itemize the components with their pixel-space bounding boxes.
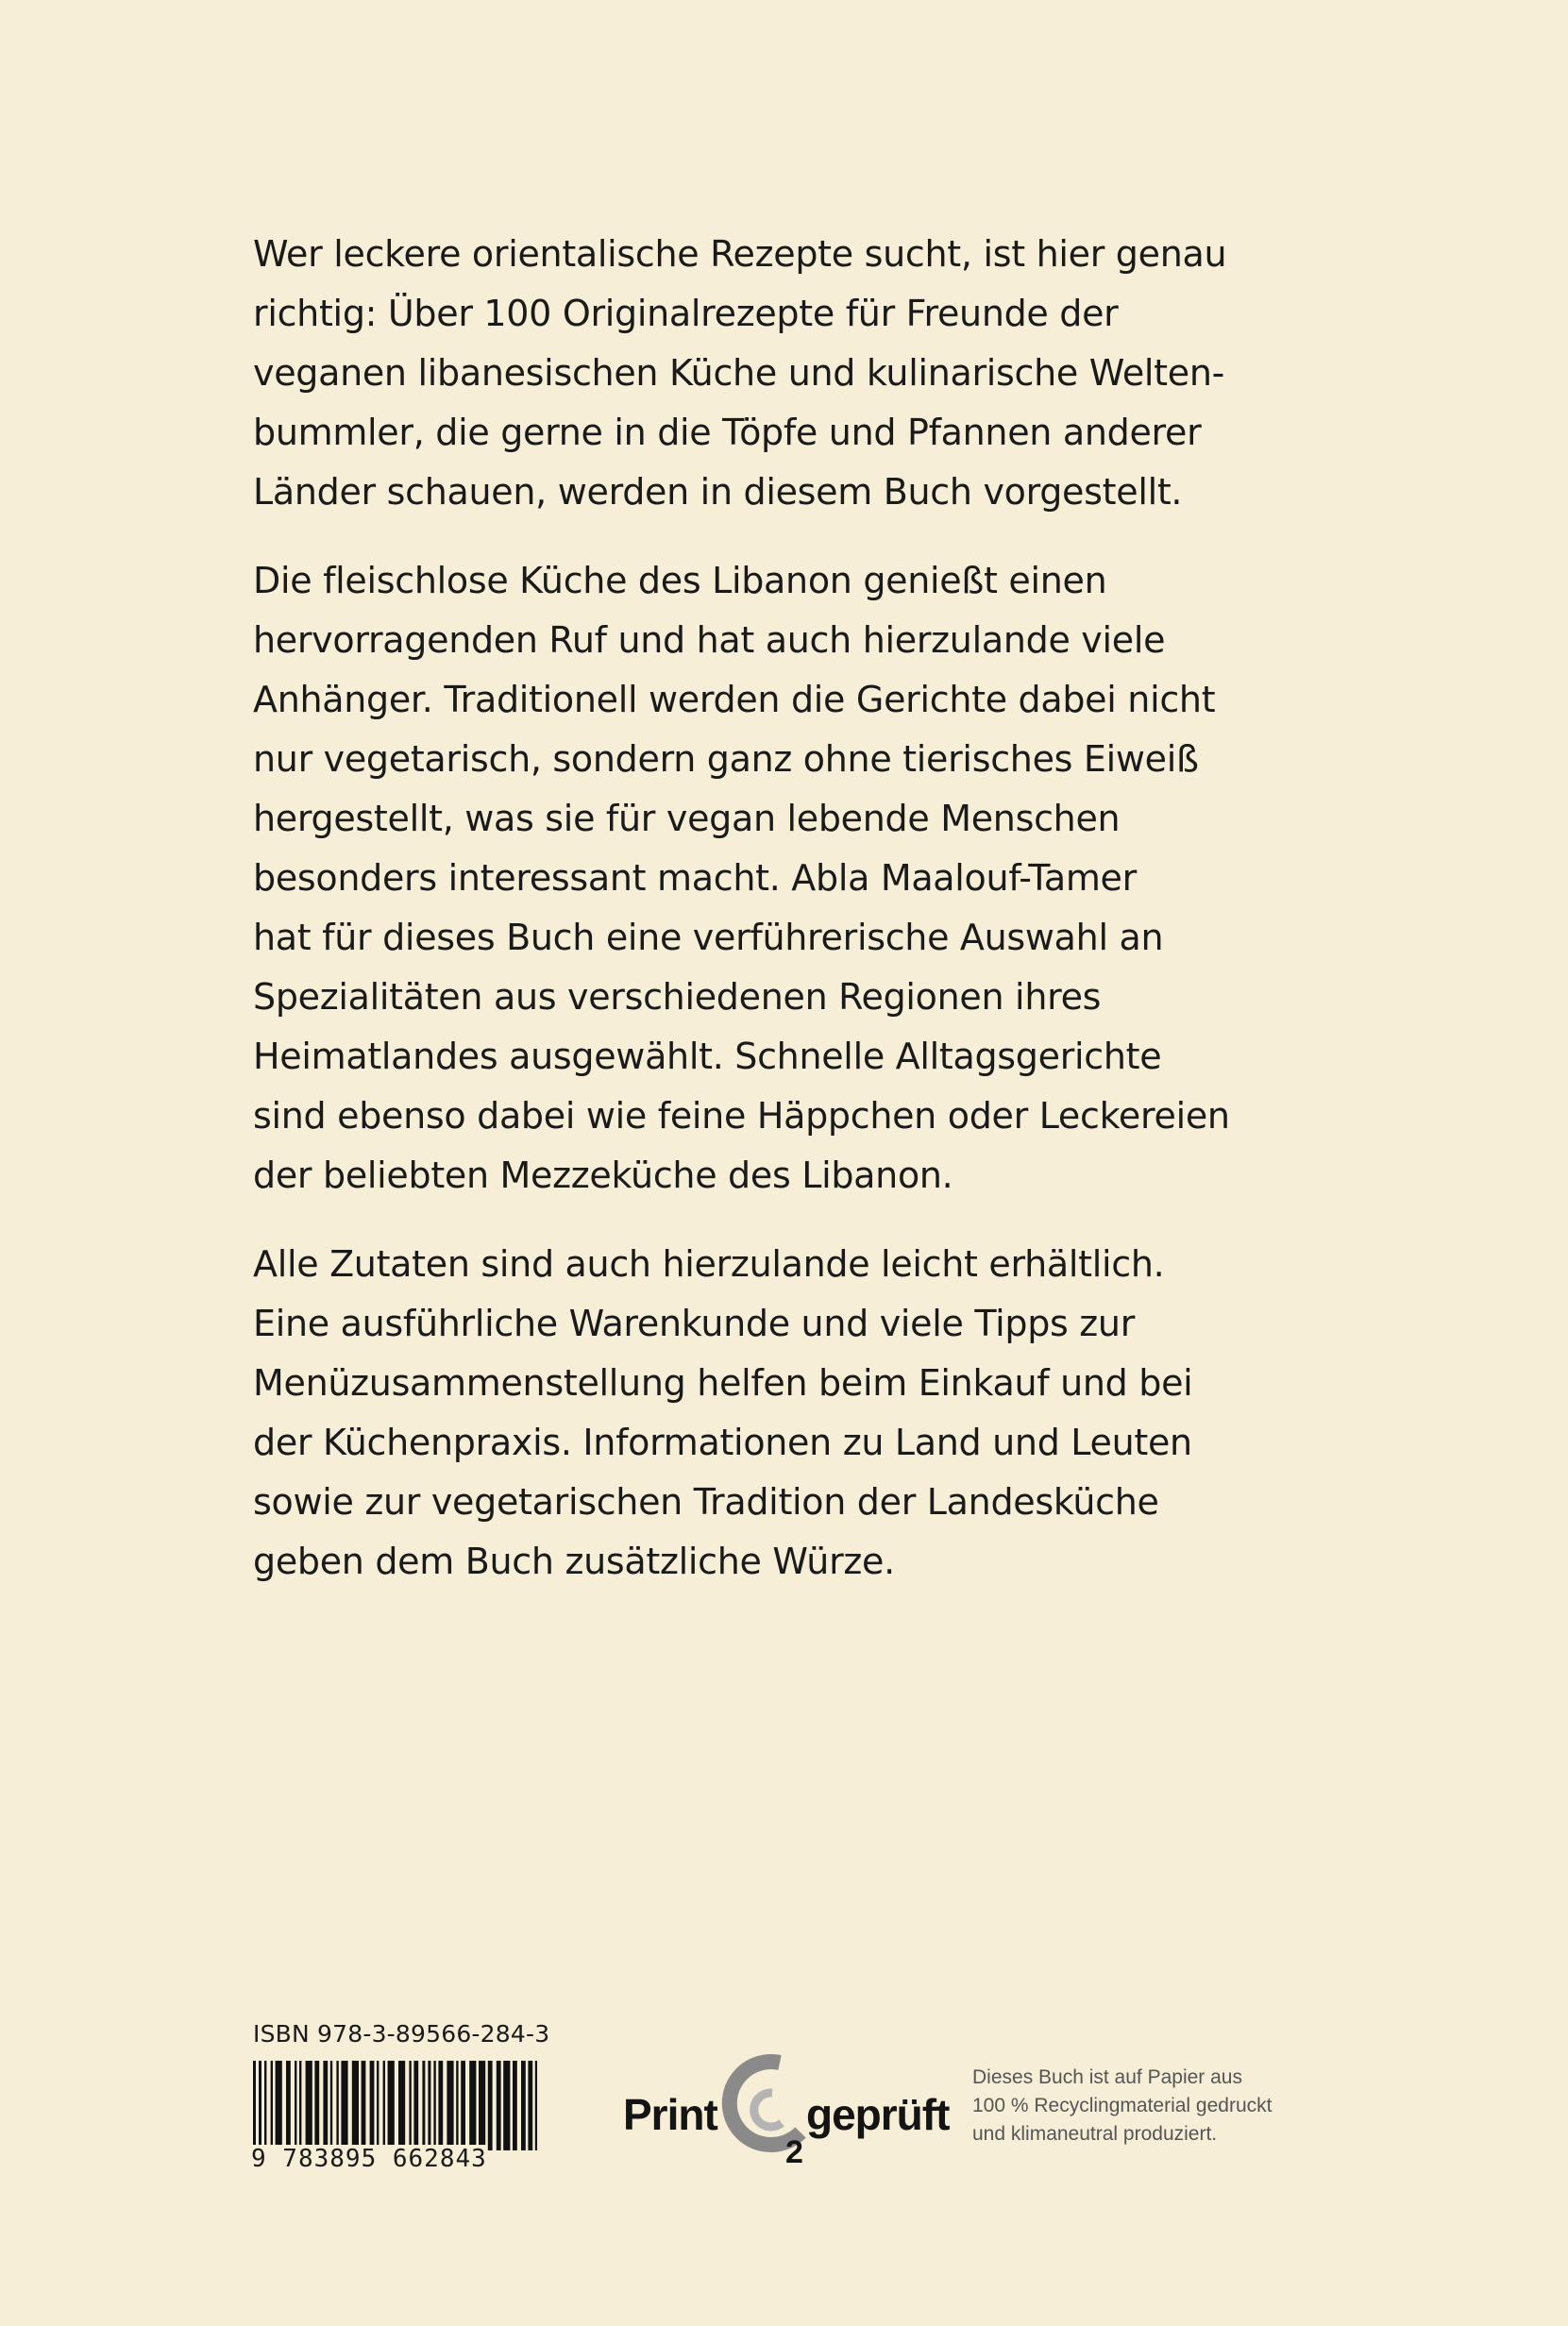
blurb-line: Länder schauen, werden in diesem Buch vorgestellt. bbox=[253, 471, 1183, 513]
barcode-bar bbox=[497, 2061, 501, 2150]
barcode-bar bbox=[271, 2061, 273, 2150]
logo-word-print: Print bbox=[623, 2090, 717, 2139]
barcode-bar bbox=[438, 2061, 443, 2150]
blurb-line: besonders interessant macht. Abla Maalouf-Tamer bbox=[253, 857, 1137, 899]
barcode-bar bbox=[488, 2061, 493, 2150]
barcode-bar bbox=[479, 2061, 485, 2150]
blurb-line: der beliebten Mezzeküche des Libanon. bbox=[253, 1155, 953, 1196]
blurb-line: sowie zur vegetarischen Tradition der Landesküche bbox=[253, 1481, 1159, 1523]
barcode-bar bbox=[323, 2061, 328, 2150]
barcode-digits: 9 783895 662843 bbox=[251, 2145, 487, 2173]
barcode-bar bbox=[456, 2061, 458, 2150]
blurb-line: Alle Zutaten sind auch hierzulande leicht erhältlich. bbox=[253, 1243, 1165, 1285]
barcode-bar bbox=[276, 2061, 282, 2150]
barcode-bar bbox=[295, 2061, 296, 2150]
barcode-bar bbox=[352, 2061, 359, 2150]
blurb-paragraph-1 bbox=[253, 225, 1310, 522]
blurb-line: hervorragenden Ruf und hat auch hierzulande viele bbox=[253, 619, 1166, 661]
recycling-note-line: 100 % Recyclingmaterial gedruckt bbox=[972, 2095, 1273, 2116]
blurb-paragraph-2 bbox=[253, 551, 1310, 1205]
barcode-bar bbox=[388, 2061, 395, 2150]
barcode-bar bbox=[383, 2061, 385, 2150]
blurb-line: veganen libanesischen Küche und kulinarische Welten- bbox=[253, 352, 1225, 394]
blurb-line: sind ebenso dabei wie feine Häppchen oder Leckereien bbox=[253, 1095, 1230, 1137]
barcode-bar bbox=[447, 2061, 453, 2150]
logo-word-geprueft: geprüft bbox=[806, 2090, 950, 2139]
blurb-line: der Küchenpraxis. Informationen zu Land und Leuten bbox=[253, 1422, 1192, 1463]
co2-ring-icon bbox=[714, 2051, 818, 2174]
blurb-line: Menüzusammenstellung helfen beim Einkauf und bei bbox=[253, 1362, 1193, 1404]
blurb-line: Eine ausführliche Warenkunde und viele Tipps zur bbox=[253, 1303, 1136, 1344]
barcode-bar bbox=[264, 2061, 266, 2150]
blurb-line: Wer leckere orientalische Rezepte sucht, ist hier genau bbox=[253, 233, 1227, 275]
blurb-line: geben dem Buch zusätzliche Würze. bbox=[253, 1541, 895, 1582]
barcode-bar bbox=[433, 2061, 435, 2150]
barcode-bar bbox=[314, 2061, 319, 2150]
blurb-line: Die fleischlose Küche des Libanon genießt einen bbox=[253, 560, 1107, 601]
svg-text:2: 2 bbox=[785, 2134, 803, 2170]
recycling-note-line: und klimaneutral produziert. bbox=[972, 2123, 1218, 2145]
blurb-line: Anhänger. Traditionell werden die Gerichte dabei nicht bbox=[253, 679, 1216, 720]
barcode-bar bbox=[306, 2061, 312, 2150]
barcode-bar bbox=[469, 2061, 476, 2150]
blurb-line: bummler, die gerne in die Töpfe und Pfannen anderer bbox=[253, 412, 1202, 453]
barcode-bar bbox=[535, 2061, 537, 2150]
barcode-bar bbox=[370, 2061, 375, 2150]
barcode-bar bbox=[341, 2061, 347, 2150]
recycling-note-line: Dieses Buch ist auf Papier aus bbox=[972, 2066, 1242, 2088]
barcode-bar bbox=[528, 2061, 532, 2150]
barcode-bar bbox=[413, 2061, 418, 2150]
barcode-bar bbox=[362, 2061, 366, 2150]
print-co2-geprueft-logo bbox=[623, 2051, 950, 2174]
recycling-note bbox=[972, 2064, 1272, 2149]
blurb-paragraph-3 bbox=[253, 1235, 1310, 1592]
barcode-bar bbox=[409, 2061, 411, 2150]
barcode-bar bbox=[521, 2061, 526, 2150]
barcode-bar bbox=[461, 2061, 465, 2150]
blurb-line: hat für dieses Buch eine verführerische Auswahl an bbox=[253, 917, 1164, 958]
barcode-bar bbox=[330, 2061, 332, 2150]
blurb-line: richtig: Über 100 Originalrezepte für Freunde der bbox=[253, 293, 1119, 334]
barcode-bar bbox=[377, 2061, 379, 2150]
blurb-line: Heimatlandes ausgewählt. Schnelle Alltagsgerichte bbox=[253, 1036, 1162, 1077]
blurb-line: hergestellt, was sie für vegan lebende Menschen bbox=[253, 798, 1121, 839]
barcode-bar bbox=[503, 2061, 510, 2150]
isbn-label: ISBN 978-3-89566-284-3 bbox=[253, 2020, 550, 2048]
barcode-bar bbox=[299, 2061, 301, 2150]
blurb-line: Spezialitäten aus verschiedenen Regionen ihres bbox=[253, 976, 1102, 1018]
back-cover-blurb bbox=[253, 225, 1310, 1621]
barcode-bar bbox=[336, 2061, 338, 2150]
barcode-bar bbox=[398, 2061, 405, 2150]
barcode-bar bbox=[286, 2061, 291, 2150]
barcode-bar bbox=[513, 2061, 517, 2150]
blurb-line: nur vegetarisch, sondern ganz ohne tierisches Eiweiß bbox=[253, 738, 1199, 780]
